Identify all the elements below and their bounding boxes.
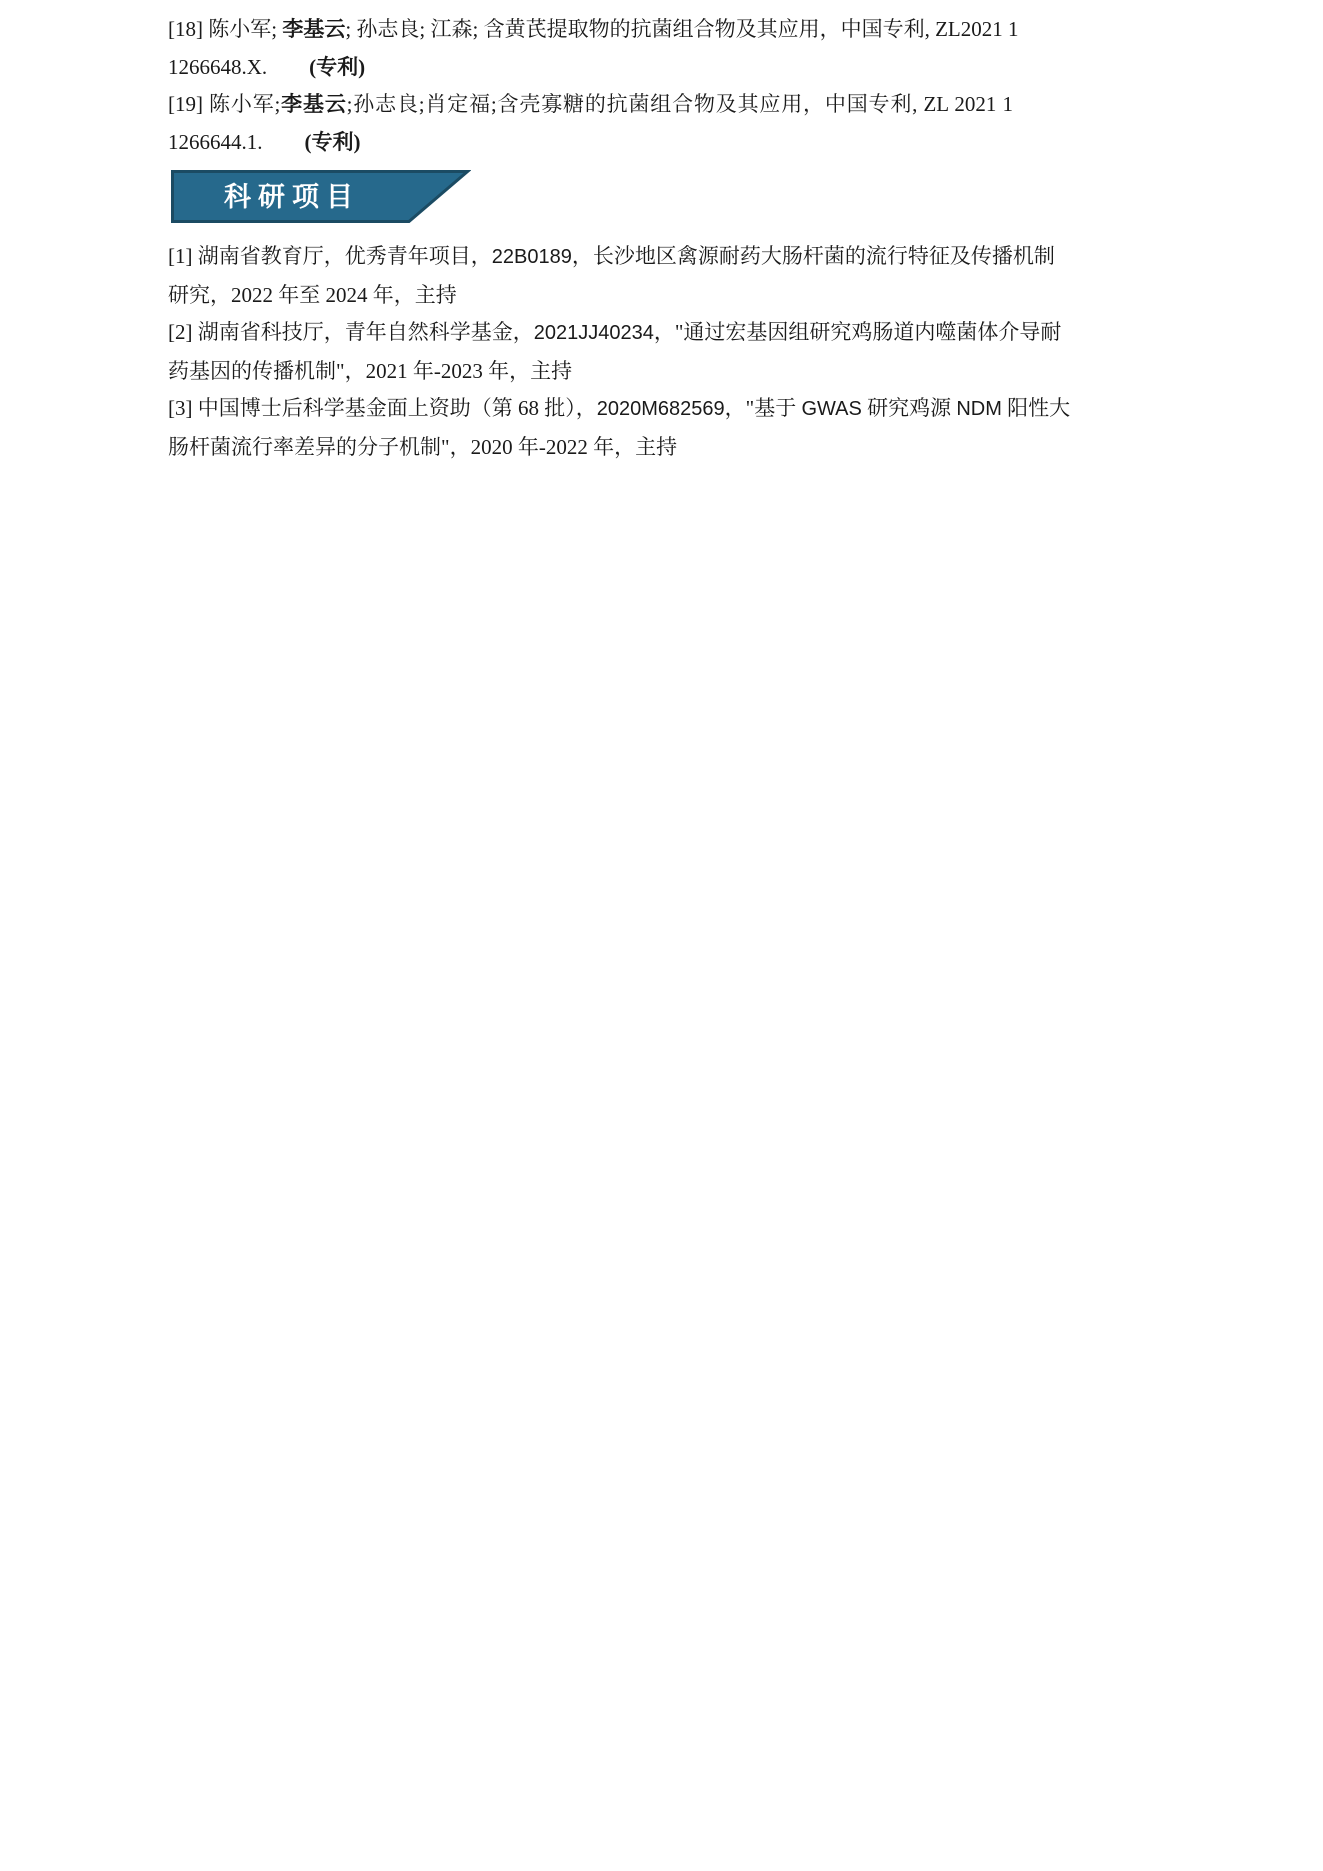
patent-18-line2 (168, 49, 1013, 87)
section-banner (171, 170, 471, 223)
patent-19-rest: ;孙志良;肖定福;含壳寡糖的抗菌组合物及其应用，中国专利, ZL 2021 1 (346, 92, 1013, 116)
project-1-grant-code: 22B0189 (491, 246, 572, 268)
project-3-text-mid: ，"基于 (724, 396, 802, 420)
project-1-text-mid: ，长沙地区禽源耐药大肠杆菌的流行特征及传播机制 (571, 244, 1055, 268)
project-2-text-mid: ，"通过宏基因组研究鸡肠道内噬菌体介导耐 (653, 320, 1062, 344)
project-3-gwas-label: GWAS (801, 398, 862, 420)
document-page (0, 0, 1323, 466)
project-3-line2 (168, 429, 1013, 467)
section-title: 科研项目 (224, 182, 360, 212)
project-2-duration: 药基因的传播机制"，2021 年-2023 年，主持 (168, 358, 573, 383)
project-1-line2 (168, 277, 1013, 315)
patent-19-bold-author: 李基云 (280, 92, 347, 116)
patent-19-number: 1266644.1. (168, 129, 263, 154)
patent-18-rest: ; 孙志良; 江森; 含黄芪提取物的抗菌组合物及其应用，中国专利, ZL2021 1 (345, 17, 1019, 41)
patent-18-type-label: (专利) (309, 54, 366, 79)
patent-19-type-label: (专利) (304, 129, 361, 154)
project-3-ndm-label: NDM (956, 398, 1002, 420)
project-2-line2 (168, 353, 1013, 391)
project-2-text-pre: [2] 湖南省科技厅，青年自然科学基金， (168, 320, 534, 344)
patent-18-bold-author: 李基云 (282, 17, 346, 41)
project-3-text-mid2: 研究鸡源 (861, 396, 957, 420)
project-3-grant-code: 2020M682569 (596, 398, 725, 420)
project-1-text-pre: [1] 湖南省教育厅，优秀青年项目， (168, 244, 492, 268)
project-1-duration: 研究，2022 年至 2024 年，主持 (168, 282, 457, 307)
patent-19-line2 (168, 124, 1013, 162)
project-1-line1 (168, 238, 1055, 277)
patent-19-line1 (168, 86, 1013, 124)
patent-18-line1 (168, 11, 1019, 49)
project-3-text-tail: 阳性大 (1001, 396, 1071, 420)
patent-19-authors-pre: [19] 陈小军; (168, 92, 281, 116)
project-2-line1 (168, 314, 1062, 353)
project-3-line1 (168, 390, 1071, 429)
project-3-text-pre: [3] 中国博士后科学基金面上资助（第 68 批）， (168, 396, 597, 420)
patent-18-authors-pre: [18] 陈小军; (168, 17, 283, 41)
project-3-duration: 肠杆菌流行率差异的分子机制"，2020 年-2022 年，主持 (168, 434, 678, 459)
project-2-grant-code: 2021JJ40234 (533, 322, 654, 344)
patent-18-number: 1266648.X. (168, 54, 268, 79)
